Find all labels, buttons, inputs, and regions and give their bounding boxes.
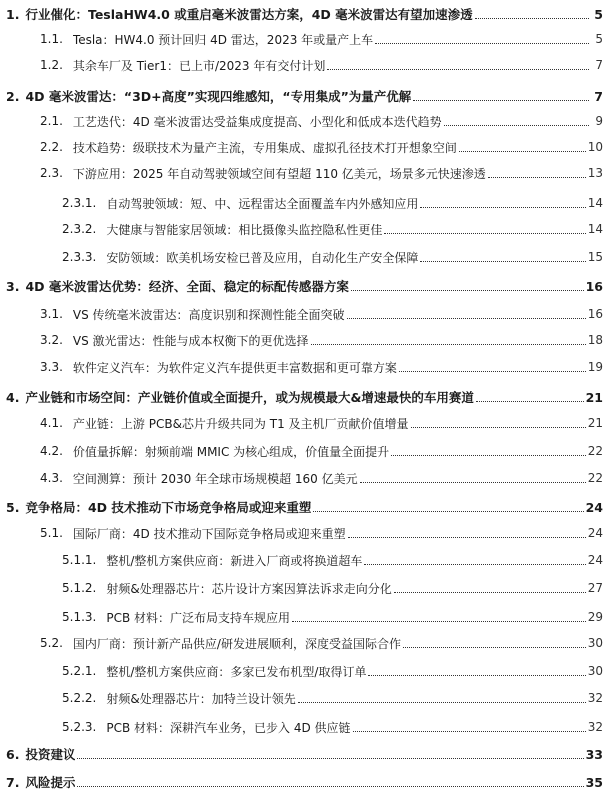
toc-entry-number: 2.2. xyxy=(40,140,63,154)
toc-entry-title: 国内厂商：预计新产品供应/研发进展顺利，深度受益国际合作 xyxy=(72,636,401,651)
dot-leader xyxy=(77,785,583,787)
toc-entry-page: 7 xyxy=(595,58,603,72)
toc-entry-number: 5.2. xyxy=(40,636,63,650)
toc-entry-page: 14 xyxy=(587,222,603,236)
dot-leader xyxy=(399,370,586,372)
toc-entry-page: 32 xyxy=(587,691,603,705)
toc-entry[interactable] xyxy=(0,216,613,242)
toc-entry-number: 4.1. xyxy=(40,416,63,430)
toc-entry-number: 5.2.1. xyxy=(62,664,97,678)
toc-entry-number: 2.1. xyxy=(40,114,63,128)
toc-entry-title: 安防领域：欧美机场安检已普及应用，自动化生产安全保障 xyxy=(106,250,419,265)
toc-entry[interactable] xyxy=(0,83,613,109)
dot-leader xyxy=(364,563,585,565)
toc-entry-page: 35 xyxy=(585,774,603,790)
toc-entry[interactable] xyxy=(0,685,613,711)
dot-leader xyxy=(327,68,589,70)
toc-entry-page: 24 xyxy=(587,526,603,540)
dot-leader xyxy=(444,124,589,126)
toc-entry-page: 22 xyxy=(587,444,603,458)
toc-entry[interactable] xyxy=(0,520,613,546)
toc-entry-number: 4.2. xyxy=(40,444,63,458)
dot-leader xyxy=(394,591,586,593)
toc-entry-title: 射频&处理器芯片：芯片设计方案因算法诉求走向分化 xyxy=(106,581,392,596)
dot-leader xyxy=(360,481,586,483)
dot-leader xyxy=(351,289,584,291)
toc-entry-title: PCB 材料：深耕汽车业务，已步入 4D 供应链 xyxy=(106,720,351,735)
dot-leader xyxy=(292,620,586,622)
dot-leader xyxy=(298,701,586,703)
toc-entry-title: 4D 毫米波雷达：“3D+高度”实现四维感知，“专用集成”为量产优解 xyxy=(25,89,412,104)
toc-entry-title: 行业催化：TeslaHW4.0 或重启毫米波雷达方案，4D 毫米波雷达有望加速渗透 xyxy=(25,7,473,22)
toc-entry-title: 整机/整机方案供应商：多家已发布机型/取得订单 xyxy=(106,664,367,679)
toc-entry-page: 22 xyxy=(587,471,603,485)
dot-leader xyxy=(413,99,589,101)
toc-entry[interactable] xyxy=(0,1,613,27)
toc-entry-page: 5 xyxy=(594,6,603,22)
toc-entry[interactable] xyxy=(0,741,613,767)
toc-entry-title: 竞争格局：4D 技术推动下市场竞争格局或迎来重塑 xyxy=(25,500,312,515)
toc-entry-number: 2.3.2. xyxy=(62,222,97,236)
toc-entry-title: 技术趋势：级联技术为量产主流，专用集成、虚拟孔径技术打开想象空间 xyxy=(72,140,457,155)
dot-leader xyxy=(348,536,586,538)
toc-entry-title: 整机/整机方案供应商：新进入厂商或将换道超车 xyxy=(106,553,363,568)
toc-entry-number: 3.1. xyxy=(40,307,63,321)
toc-entry-number: 1.1. xyxy=(40,32,63,46)
toc-entry[interactable] xyxy=(0,160,613,186)
dot-leader xyxy=(368,674,585,676)
toc-entry[interactable] xyxy=(0,658,613,684)
dot-leader xyxy=(420,260,585,262)
toc-entry-number: 2.3. xyxy=(40,166,63,180)
dot-leader xyxy=(411,426,586,428)
toc-entry-page: 16 xyxy=(587,307,603,321)
dot-leader xyxy=(353,730,586,732)
toc-entry[interactable] xyxy=(0,494,613,520)
toc-entry-page: 29 xyxy=(587,610,603,624)
toc-entry-title: 自动驾驶领域：短、中、远程雷达全面覆盖车内外感知应用 xyxy=(106,196,419,211)
toc-entry-title: 软件定义汽车：为软件定义汽车提供更丰富数据和更可靠方案 xyxy=(72,360,397,375)
toc-entry-title: 价值量拆解：射频前端 MMIC 为核心组成，价值量全面提升 xyxy=(72,444,390,459)
toc-entry-title: 4D 毫米波雷达优势：经济、全面、稳定的标配传感器方案 xyxy=(25,279,349,294)
toc-entry-title: 产业链和市场空间：产业链价值或全面提升，或为规模最大&增速最快的车用赛道 xyxy=(25,390,474,405)
toc-entry-number: 5.1. xyxy=(40,526,63,540)
toc-entry-title: 风险提示 xyxy=(25,775,76,790)
dot-leader xyxy=(476,400,584,402)
toc-entry-number: 6. xyxy=(6,746,20,762)
toc-entry-title: Tesla：HW4.0 预计回归 4D 雷达，2023 年或量产上车 xyxy=(72,32,374,47)
toc-entry-title: VS 传统毫米波雷达：高度识别和探测性能全面突破 xyxy=(72,307,345,322)
toc-entry-number: 5.2.3. xyxy=(62,720,97,734)
dot-leader xyxy=(488,176,586,178)
toc-entry-number: 3.2. xyxy=(40,333,63,347)
toc-entry-page: 14 xyxy=(587,196,603,210)
toc-entry-number: 2.3.1. xyxy=(62,196,97,210)
toc-entry[interactable] xyxy=(0,354,613,380)
toc-entry-title: 工艺迭代：4D 毫米波雷达受益集成度提高、小型化和低成本迭代趋势 xyxy=(72,114,442,129)
toc-entry-title: 下游应用：2025 年自动驾驶领域空间有望超 110 亿美元，场景多元快速渗透 xyxy=(72,166,486,181)
toc-entry-number: 1. xyxy=(6,6,20,22)
toc-entry[interactable] xyxy=(0,273,613,299)
toc-entry-page: 10 xyxy=(587,140,603,154)
toc-entry[interactable] xyxy=(0,410,613,436)
toc-entry-page: 5 xyxy=(595,32,603,46)
toc-entry[interactable] xyxy=(0,134,613,160)
toc-entry[interactable] xyxy=(0,769,613,795)
toc-entry-number: 3.3. xyxy=(40,360,63,374)
dot-leader xyxy=(313,510,583,512)
toc-entry[interactable] xyxy=(0,438,613,464)
toc-entry-number: 7. xyxy=(6,774,20,790)
toc-entry-title: 空间测算：预计 2030 年全球市场规模超 160 亿美元 xyxy=(72,471,358,486)
dot-leader xyxy=(77,757,583,759)
toc-entry-title: 国际厂商：4D 技术推动下国际竞争格局或迎来重塑 xyxy=(72,526,346,541)
toc-entry-title: 产业链：上游 PCB&芯片升级共同为 T1 及主机厂贡献价值增量 xyxy=(72,416,409,431)
toc-entry-number: 5.2.2. xyxy=(62,691,97,705)
toc-entry-page: 21 xyxy=(585,389,603,405)
toc-entry-page: 32 xyxy=(587,720,603,734)
toc-entry-title: 射频&处理器芯片：加特兰设计领先 xyxy=(106,691,296,706)
toc-entry[interactable] xyxy=(0,575,613,601)
toc-entry-page: 33 xyxy=(585,746,603,762)
toc-entry[interactable] xyxy=(0,26,613,52)
toc-entry-title: PCB 材料：广泛布局支持车规应用 xyxy=(106,610,291,625)
dot-leader xyxy=(375,42,589,44)
toc-entry[interactable] xyxy=(0,190,613,216)
toc-entry-page: 27 xyxy=(587,581,603,595)
toc-entry-page: 24 xyxy=(587,553,603,567)
dot-leader xyxy=(347,317,586,319)
toc-entry[interactable] xyxy=(0,630,613,656)
toc-entry[interactable] xyxy=(0,108,613,134)
dot-leader xyxy=(403,646,586,648)
toc-entry-number: 4. xyxy=(6,389,20,405)
toc-entry-title: 投资建议 xyxy=(25,747,76,762)
toc-entry[interactable] xyxy=(0,384,613,410)
dot-leader xyxy=(311,343,586,345)
toc-entry[interactable] xyxy=(0,327,613,353)
toc-entry[interactable] xyxy=(0,465,613,491)
toc-entry-page: 30 xyxy=(587,636,603,650)
toc-entry-number: 5.1.2. xyxy=(62,581,97,595)
toc-entry-page: 30 xyxy=(587,664,603,678)
toc-entry-number: 5.1.1. xyxy=(62,553,97,567)
toc-entry-page: 19 xyxy=(587,360,603,374)
toc-entry-title: VS 激光雷达：性能与成本权衡下的更优选择 xyxy=(72,333,309,348)
dot-leader xyxy=(475,17,589,19)
toc-entry-page: 7 xyxy=(594,88,603,104)
toc-entry-number: 5. xyxy=(6,499,20,515)
toc-entry-title: 大健康与智能家居领域：相比摄像头监控隐私性更佳 xyxy=(106,222,383,237)
toc-entry-number: 5.1.3. xyxy=(62,610,97,624)
toc-entry-page: 21 xyxy=(587,416,603,430)
toc-entry-number: 4.3. xyxy=(40,471,63,485)
toc-entry[interactable] xyxy=(0,301,613,327)
toc-entry-number: 2. xyxy=(6,88,20,104)
toc-entry-title: 其余车厂及 Tier1：已上市/2023 年有交付计划 xyxy=(72,58,326,73)
toc-entry[interactable] xyxy=(0,547,613,573)
toc-entry-page: 15 xyxy=(587,250,603,264)
dot-leader xyxy=(420,206,585,208)
dot-leader xyxy=(384,232,585,234)
toc-entry-page: 9 xyxy=(595,114,603,128)
toc-entry[interactable] xyxy=(0,604,613,630)
toc-entry-page: 13 xyxy=(587,166,603,180)
toc-entry-number: 1.2. xyxy=(40,58,63,72)
toc-entry[interactable] xyxy=(0,52,613,78)
toc-entry-page: 18 xyxy=(587,333,603,347)
toc-entry[interactable] xyxy=(0,714,613,740)
dot-leader xyxy=(391,454,586,456)
toc-entry-page: 16 xyxy=(585,278,603,294)
toc-entry-number: 2.3.3. xyxy=(62,250,97,264)
toc-entry-number: 3. xyxy=(6,278,20,294)
dot-leader xyxy=(459,150,586,152)
toc-entry-page: 24 xyxy=(585,499,603,515)
toc-entry[interactable] xyxy=(0,244,613,270)
